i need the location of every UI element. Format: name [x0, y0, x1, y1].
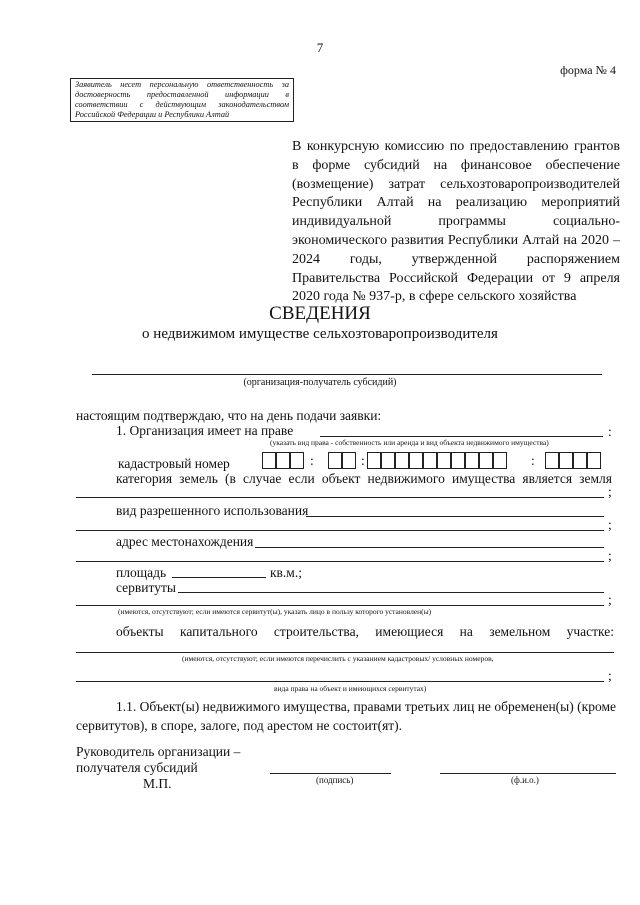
- signature-line[interactable]: [270, 773, 391, 774]
- cadastral-digit-box[interactable]: [342, 452, 356, 469]
- capital-objects-semicolon: ;: [608, 668, 612, 683]
- capital-objects-line-2[interactable]: [76, 681, 604, 682]
- capital-objects-line[interactable]: [76, 652, 614, 653]
- land-category-semicolon: ;: [608, 484, 612, 499]
- signature-caption: (подпись): [316, 775, 354, 785]
- area-label: площадь: [116, 565, 167, 580]
- address-line-2[interactable]: [76, 561, 604, 562]
- land-category-text: категория земель (в случае если объект недвижимого имущества является земля: [116, 471, 612, 486]
- cadastral-digit-box[interactable]: [328, 452, 342, 469]
- area-unit: кв.м.;: [270, 565, 302, 580]
- responsibility-stamp-text: Заявитель несет персональную ответственность за достоверность предоставленной информации в соответствии с действующим законодательством Российской Федерации и Республики Алтай: [75, 80, 289, 119]
- cadastral-digit-box[interactable]: [437, 452, 451, 469]
- easements-hint: (имеются, отсутствуют; если имеются сервитут(ы), указать лицо в пользу которого установлен(ы): [118, 607, 432, 616]
- easements-line[interactable]: [178, 592, 604, 593]
- item1-hint: (указать вид права - собственность или аренда и вид объекта недвижимого имущества): [270, 438, 549, 447]
- head-title-line2: получателя субсидий: [76, 760, 198, 775]
- address-semicolon: ;: [608, 548, 612, 563]
- permitted-use-line[interactable]: [306, 516, 604, 517]
- easements-label: сервитуты: [116, 580, 176, 595]
- cadastral-digit-box[interactable]: [262, 452, 276, 469]
- address-line[interactable]: [255, 547, 604, 548]
- cadastral-digit-box[interactable]: [381, 452, 395, 469]
- cadastral-digit-box[interactable]: [395, 452, 409, 469]
- cadastral-digit-box[interactable]: [409, 452, 423, 469]
- intro-text: настоящим подтверждаю, что на день подачи заявки:: [76, 408, 382, 423]
- permitted-use-line-2[interactable]: [76, 530, 604, 531]
- cadastral-digit-box[interactable]: [573, 452, 587, 469]
- right-type-line[interactable]: [320, 436, 603, 437]
- document-title: СВЕДЕНИЯ: [269, 303, 371, 324]
- full-name-caption: (ф.и.о.): [511, 775, 539, 785]
- page-number: 7: [316, 40, 324, 55]
- cadastral-digit-box[interactable]: [276, 452, 290, 469]
- easements-semicolon: ;: [608, 592, 612, 607]
- easements-line-2[interactable]: [76, 605, 604, 606]
- cadastral-separator: :: [361, 453, 365, 468]
- capital-objects-text: объекты капитального строительства, имеющиеся на земельном участке:: [116, 624, 614, 639]
- permitted-use-semicolon: ;: [608, 517, 612, 532]
- document-subtitle: о недвижимом имуществе сельхозтоваропроизводителя: [142, 326, 498, 342]
- organization-name-line[interactable]: [92, 374, 602, 375]
- cadastral-digit-box[interactable]: [545, 452, 559, 469]
- cadastral-digit-box[interactable]: [559, 452, 573, 469]
- addressee-block: В конкурсную комиссию по предоставлению грантов в форме субсидий на финансовое обеспечение (возмещение) затрат сельхозтоваропроизводителей Республики Алтай на реализацию мероприятий индивидуальной программы социально-экономического развития Республики Алтай на 2020 – 2024 годы, утвержденной распоряжением Правительства Российской Федерации от 9 апреля 2020 года № 937-р, в сфере сельского хозяйства: [292, 139, 620, 305]
- land-category-line[interactable]: [76, 497, 604, 498]
- form-number: форма № 4: [560, 63, 616, 77]
- cadastral-digit-box[interactable]: [587, 452, 601, 469]
- permitted-use-label: вид разрешенного использования: [116, 503, 309, 518]
- cadastral-digit-box[interactable]: [423, 452, 437, 469]
- item1-label: 1. Организация имеет на праве: [116, 423, 294, 438]
- cadastral-digit-box[interactable]: [465, 452, 479, 469]
- cadastral-label: кадастровый номер: [118, 456, 230, 471]
- cadastral-digit-box[interactable]: [493, 452, 507, 469]
- cadastral-separator: :: [531, 453, 535, 468]
- cadastral-separator: :: [310, 453, 314, 468]
- address-label: адрес местонахождения: [116, 534, 254, 549]
- full-name-line[interactable]: [440, 773, 616, 774]
- item-1-1-text: 1.1. Объект(ы) недвижимого имущества, правами третьих лиц не обременен(ы) (кроме сервитутов), в споре, залоге, под арестом не состоит(ят).: [76, 699, 616, 733]
- seal-place: М.П.: [143, 776, 172, 791]
- cadastral-digit-box[interactable]: [290, 452, 304, 469]
- cadastral-digit-box[interactable]: [451, 452, 465, 469]
- organization-caption: (организация-получатель субсидий): [243, 377, 397, 388]
- area-value-line[interactable]: [172, 577, 266, 578]
- right-hint: вида права на объект и имеющихся сервитутах): [274, 684, 427, 693]
- capital-objects-hint: (имеются, отсутствуют; если имеются перечислить с указанием кадастровых/ условных номеров,: [182, 654, 494, 663]
- cadastral-digit-box[interactable]: [367, 452, 381, 469]
- cadastral-digit-box[interactable]: [479, 452, 493, 469]
- item1-colon: :: [608, 424, 612, 439]
- head-title-line1: Руководитель организации –: [76, 744, 241, 759]
